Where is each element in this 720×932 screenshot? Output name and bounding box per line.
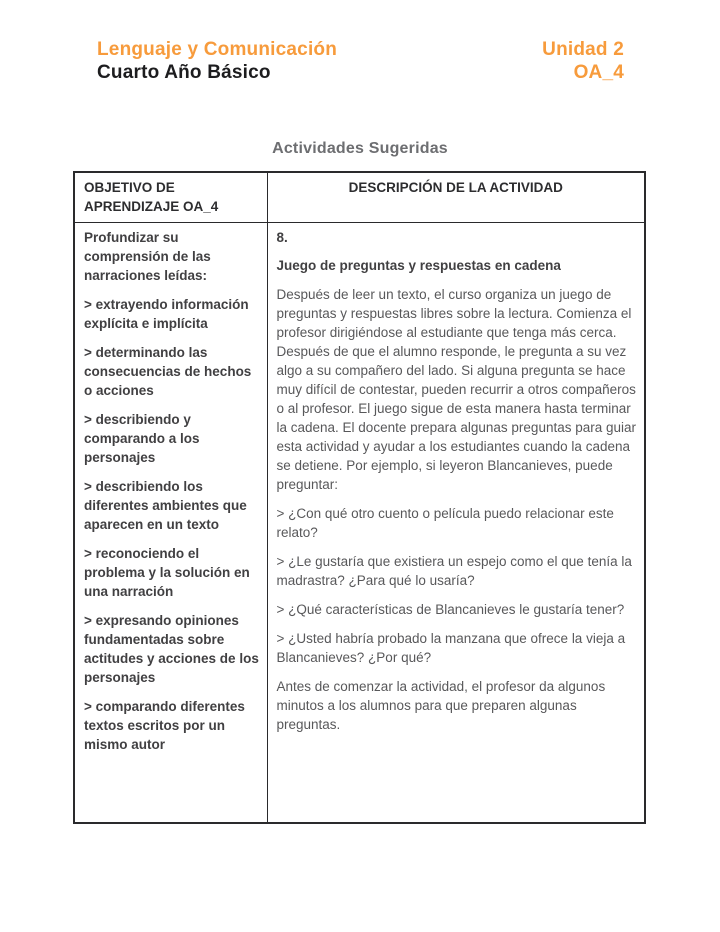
grade-title: Cuarto Año Básico	[97, 62, 271, 83]
objective-item: > comparando diferentes textos escritos por un mismo autor	[84, 698, 245, 752]
objective-item: > extrayendo información explícita e implícita	[84, 296, 249, 331]
column-header-objective: OBJETIVO DE APRENDIZAJE OA_4	[74, 172, 267, 222]
activity-question: > ¿Le gustaría que existiera un espejo como el que tenía la madrastra? ¿Para qué lo usaría?	[276, 553, 632, 588]
activity-question: > ¿Usted habría probado la manzana que ofrece la vieja a Blancanieves? ¿Por qué?	[276, 630, 626, 665]
table-header-row	[74, 172, 645, 222]
objective-intro: Profundizar su comprensión de las narraciones leídas:	[84, 229, 211, 283]
activity-question: > ¿Qué características de Blancanieves le gustaría tener?	[276, 601, 625, 617]
activity-number: 8.	[276, 229, 288, 245]
unit-label: Unidad 2	[542, 39, 624, 60]
column-header-description: DESCRIPCIÓN DE LA ACTIVIDAD	[267, 172, 645, 222]
header-left-block	[97, 38, 337, 84]
header-right-block	[542, 38, 624, 84]
oa-label: OA_4	[573, 62, 624, 83]
document-header	[97, 38, 624, 84]
objective-item: > expresando opiniones fundamentadas sobre actitudes y acciones de los personajes	[84, 612, 259, 685]
activity-paragraph: Después de leer un texto, el curso organiza un juego de preguntas y respuestas libres sobre la lectura. Comienza el profesor dirigiéndose al estudiante que tenga más cerca. Después de que el alumno responde, le pregunta a su vez algo a su compañero del lado. Si alguna pregunta se hace muy difícil de contestar, pueden recurrir a otros compañeros o al profesor. El juego sigue de esta manera hasta terminar la cadena. El docente prepara algunas preguntas para guiar esta actividad y ayudar a los estudiantes cuando la cadena se detiene. Por ejemplo, si leyeron Blancanieves, puede preguntar:	[276, 286, 637, 492]
activity-closing-paragraph: Antes de comenzar la actividad, el profesor da algunos minutos a los alumnos para que preparen algunas preguntas.	[276, 678, 606, 732]
page-title: Actividades Sugeridas	[272, 140, 448, 157]
table-row	[74, 222, 645, 823]
activity-title: Juego de preguntas y respuestas en cadena	[276, 257, 561, 273]
subject-title: Lenguaje y Comunicación	[97, 39, 338, 60]
activity-cell	[267, 222, 645, 823]
objective-item: > reconociendo el problema y la solución en una narración	[84, 545, 250, 599]
activity-question: > ¿Con qué otro cuento o película puedo relacionar este relato?	[276, 505, 614, 540]
objective-cell	[74, 222, 267, 823]
objective-item: > describiendo y comparando a los personajes	[84, 411, 200, 465]
objective-item: > describiendo los diferentes ambientes que aparecen en un texto	[84, 478, 247, 532]
activities-table	[73, 171, 646, 824]
objective-item: > determinando las consecuencias de hechos o acciones	[84, 344, 252, 398]
